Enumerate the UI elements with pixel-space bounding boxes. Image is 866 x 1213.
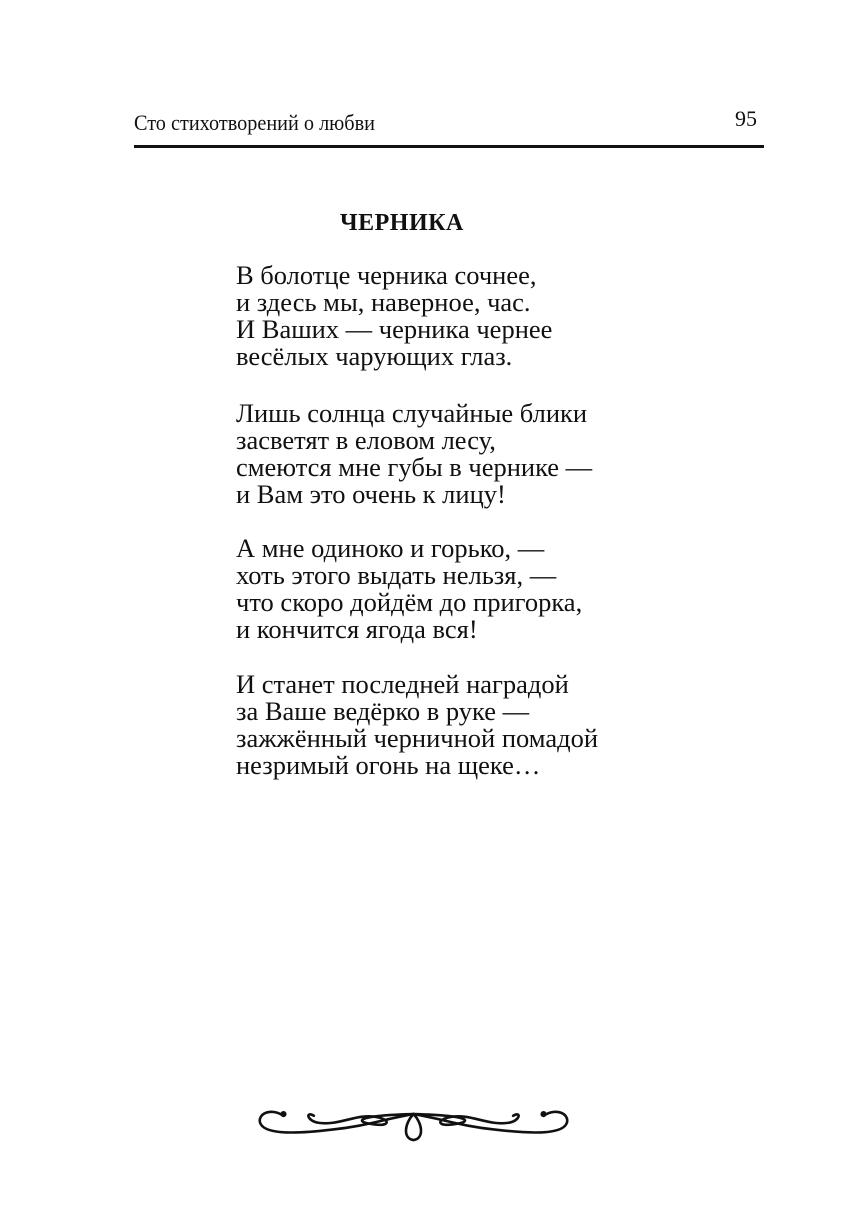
stanza-1 (236, 262, 552, 370)
verse-line: зажжённый черничной помадой (236, 723, 599, 753)
verse-line: весёлых чарующих глаз. (236, 341, 513, 371)
verse-line: В болотце черника сочнее, (236, 260, 537, 290)
stanza-3 (236, 535, 582, 643)
verse-line: за Ваше ведёрко в руке — (236, 696, 530, 726)
verse-line: и кончится ягода вся! (236, 614, 478, 644)
flourish-divider-icon (236, 1095, 591, 1147)
verse-line: хоть этого выдать нельзя, — (236, 560, 557, 590)
verse-line: незримый огонь на щеке… (236, 750, 541, 780)
verse-line: что скоро дойдём до пригорка, (236, 587, 583, 617)
verse-line: И Ваших — черника чернее (236, 314, 553, 344)
poem-title: ЧЕРНИКА (340, 210, 464, 236)
verse-line: и Вам это очень к лицу! (236, 479, 506, 509)
page-number: 95 (735, 106, 757, 131)
verse-line: А мне одиноко и горько, — (236, 533, 545, 563)
header-rule (134, 145, 764, 148)
verse-line: смеются мне губы в чернике — (236, 452, 593, 482)
verse-line: Лишь солнца случайные блики (236, 398, 588, 428)
book-title: Сто стихотворений о любви (134, 110, 375, 135)
stanza-2 (236, 400, 592, 508)
stanza-4 (236, 671, 598, 779)
verse-line: и здесь мы, наверное, час. (236, 287, 531, 317)
verse-line: И станет последней наградой (236, 669, 569, 699)
verse-line: засветят в еловом лесу, (236, 425, 496, 455)
